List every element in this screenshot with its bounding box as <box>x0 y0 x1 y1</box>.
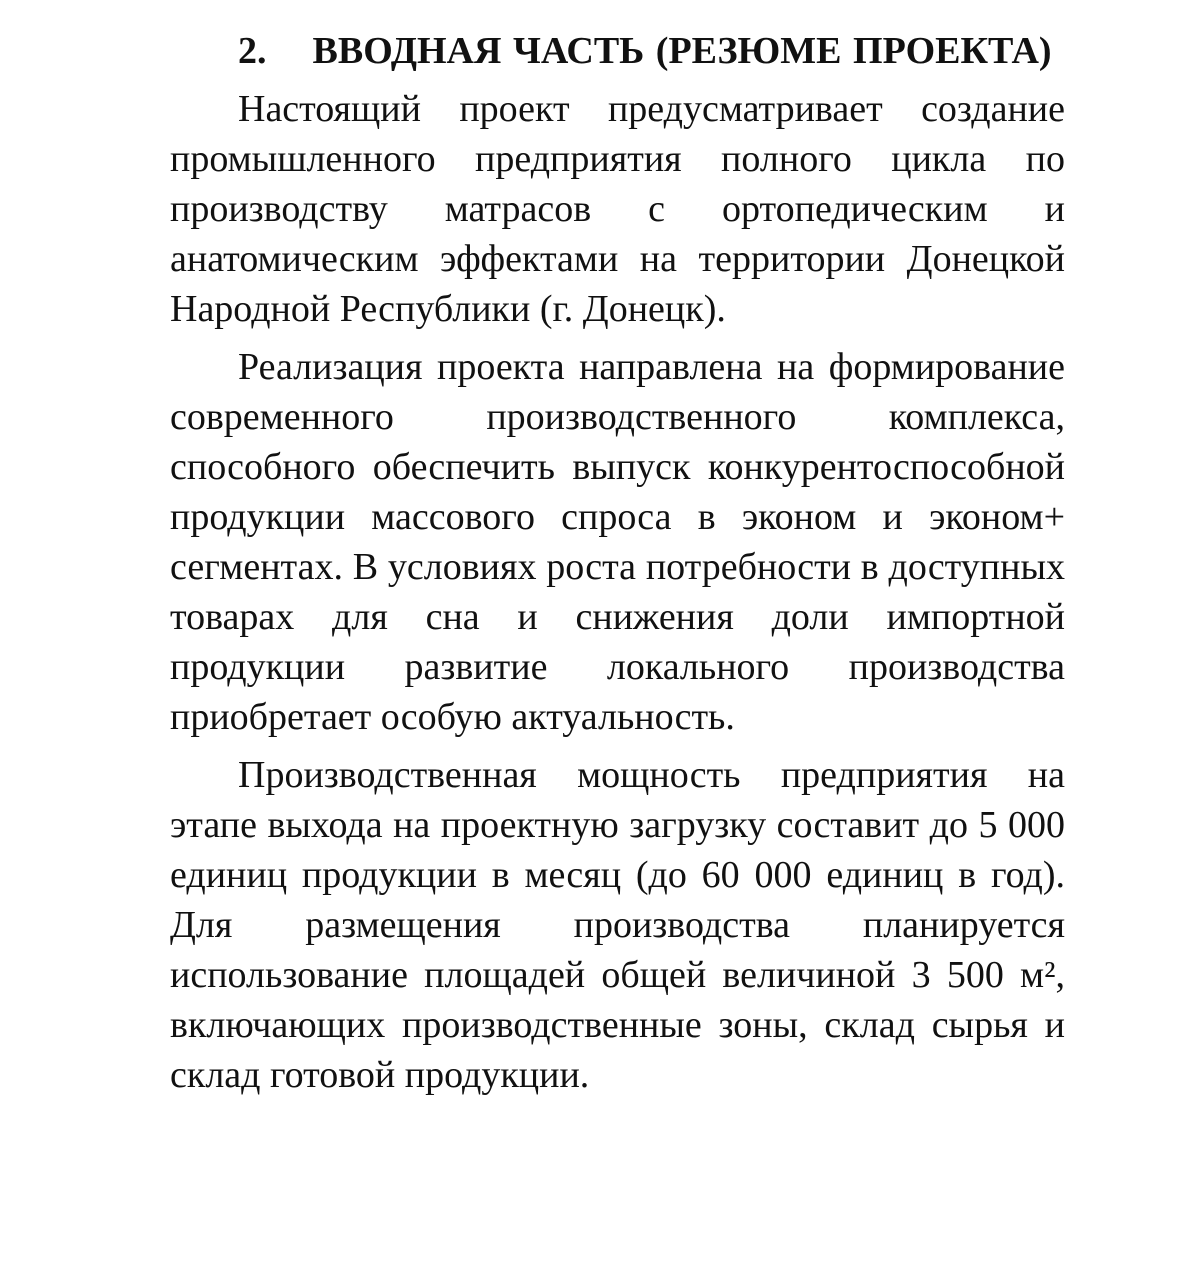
paragraph-project-description: Настоящий проект предусматривает создание промышленного предприятия полного цикла по производству матрасов с ортопедическим и анатомическим эффектами на территории Донецкой Народной Республики (г. Донецк). <box>170 88 1065 330</box>
paragraph-production-capacity: Производственная мощность предприятия на этапе выхода на проектную загрузку составит до 5 000 единиц продукции в месяц (до 60 000 единиц в год). Для размещения производства планируется использование площадей общей величиной 3 500 м², включающих производственные зоны, склад сырья и склад готовой продукции. <box>170 754 1065 1096</box>
section-heading: 2. ВВОДНАЯ ЧАСТЬ (РЕЗЮМЕ ПРОЕКТА) <box>238 30 1052 72</box>
paragraph-project-goal: Реализация проекта направлена на формирование современного производственного комплекса, способного обеспечить выпуск конкурентоспособной продукции массового спроса в эконом и эконом+ сегментах. В условиях роста потребности в доступных товарах для сна и снижения доли импортной продукции развитие локального производства приобретает особую актуальность. <box>170 346 1065 738</box>
document-page <box>170 26 1065 1100</box>
